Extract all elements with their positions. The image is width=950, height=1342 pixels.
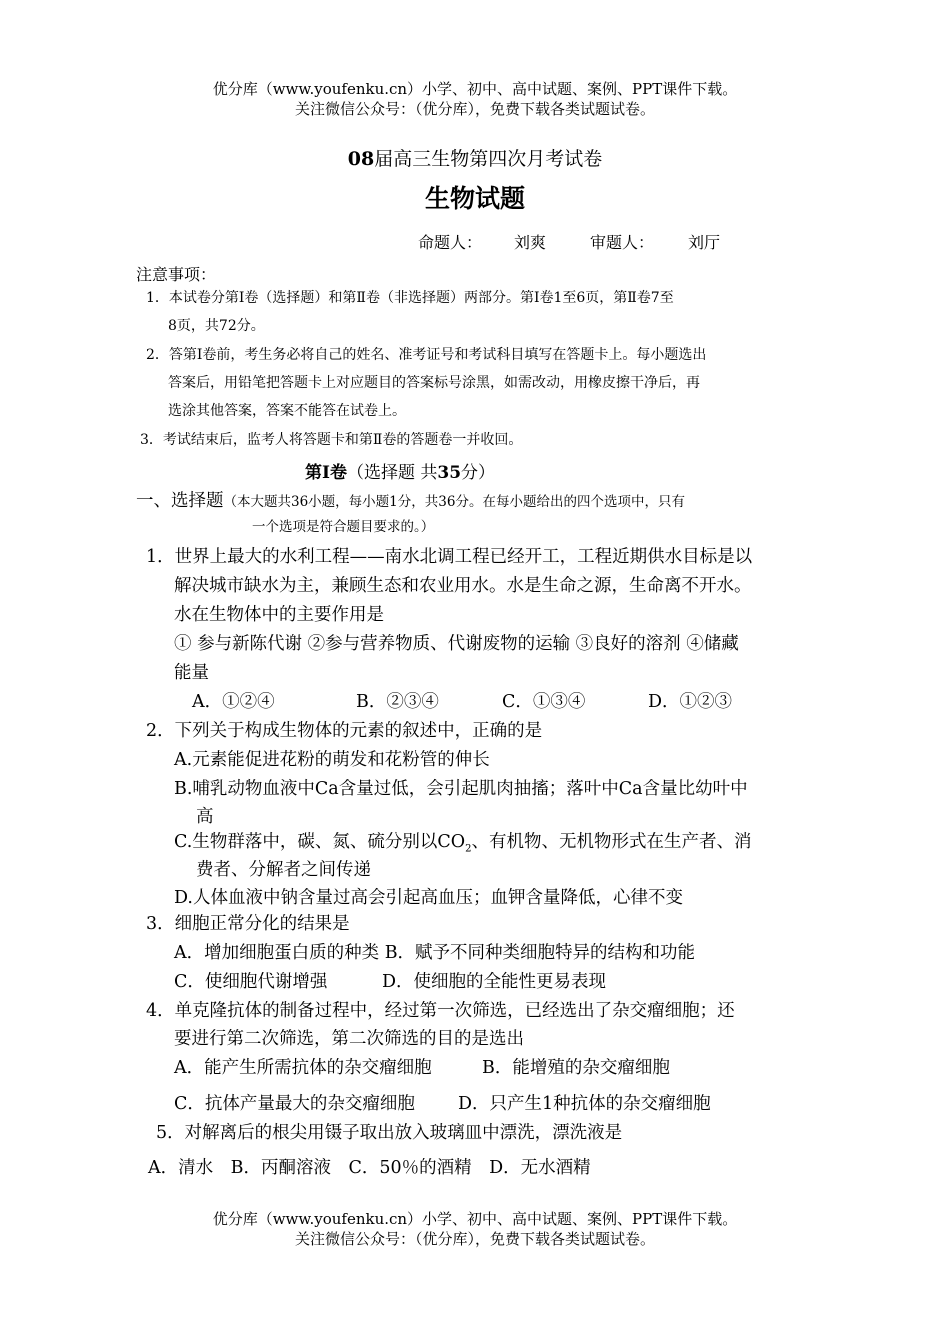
notice-item-2-line-1: 2．答第Ⅰ卷前，考生务必将自己的姓名、准考证号和考试科目填写在答题卡上。每小题选出 [146, 347, 707, 363]
q2-option-c-post: 、有机物、无机物形式在生产者、消 [471, 832, 752, 852]
q2-option-a: A.元素能促进花粉的萌发和花粉管的伸长 [174, 750, 490, 770]
notice-heading: 注意事项： [136, 265, 217, 284]
q1-line-5: 能量 [174, 663, 209, 683]
q3-option-ab: A．增加细胞蛋白质的种类 B．赋予不同种类细胞特异的结构和功能 [174, 943, 696, 963]
q2-option-c-line-1 [174, 828, 751, 855]
part-desc-line-2: 一个选项是符合题目要求的。） [252, 519, 435, 535]
section-title-rest: （选择题 共 [346, 463, 438, 483]
exam-title [0, 144, 950, 171]
q3-option-d: D．使细胞的全能性更易表现 [382, 972, 607, 992]
exam-title-main: 届高三生物第四次月考试卷 [374, 148, 603, 170]
q1-line-3: 水在生物体中的主要作用是 [174, 605, 384, 625]
reviewer-name: 刘厅 [688, 233, 721, 252]
q4-option-d: D．只产生1种抗体的杂交瘤细胞 [458, 1094, 711, 1114]
q1-line-1: 1．世界上最大的水利工程——南水北调工程已经开工，工程近期供水目标是以 [146, 547, 753, 567]
q4-option-c: C．抗体产量最大的杂交瘤细胞 [174, 1094, 415, 1114]
q4-line-1: 4．单克隆抗体的制备过程中，经过第一次筛选，已经选出了杂交瘤细胞；还 [146, 1001, 735, 1021]
notice-item-1-line-2: 8页，共72分。 [168, 318, 265, 334]
q4-line-2: 要进行第二次筛选，第二次筛选的目的是选出 [174, 1029, 524, 1049]
q1-line-2: 解决城市缺水为主，兼顾生态和农业用水。水是生命之源，生命离不开水。 [174, 576, 752, 596]
q2-option-c-line-2: 费者、分解者之间传递 [196, 860, 371, 880]
part-heading [136, 487, 685, 512]
notice-item-2-line-3: 选涂其他答案，答案不能答在试卷上。 [168, 403, 406, 419]
notice-item-1-line-1: 1．本试卷分第Ⅰ卷（选择题）和第Ⅱ卷（非选择题）两部分。第Ⅰ卷1至6页，第Ⅱ卷7至 [146, 290, 674, 306]
section-title-end: 分） [461, 463, 496, 483]
section-title [305, 458, 495, 483]
q1-option-d: D．①②③ [648, 692, 733, 712]
section-title-bold: 第Ⅰ卷 [305, 463, 347, 483]
notice-item-3: 3．考试结束后，监考人将答题卡和第Ⅱ卷的答题卷一并收回。 [140, 432, 523, 448]
q1-option-b: B．②③④ [356, 692, 439, 712]
reviewer-label: 审题人： [590, 233, 655, 252]
footer-line-1: 优分库（www.youfenku.cn）小学、初中、高中试题、案例、PPT课件下载。 [212, 1210, 738, 1228]
setter-label: 命题人： [418, 233, 483, 252]
q2-option-b-line-2: 高 [196, 807, 214, 827]
header-line-1: 优分库（www.youfenku.cn）小学、初中、高中试题、案例、PPT课件下载。 [212, 80, 738, 98]
exam-title-prefix: 08 [347, 148, 375, 170]
q4-option-a: A．能产生所需抗体的杂交瘤细胞 [174, 1058, 432, 1078]
q5-stem: 5．对解离后的根尖用镊子取出放入玻璃皿中漂洗，漂洗液是 [156, 1123, 623, 1143]
part-desc-line-1: （本大题共36小题，每小题1分，共36分。在每小题给出的四个选项中，只有 [223, 494, 685, 510]
setter-name: 刘爽 [514, 233, 547, 252]
part-label: 一、选择题 [136, 491, 224, 511]
q1-line-4: ① 参与新陈代谢 ②参与营养物质、代谢废物的运输 ③良好的溶剂 ④储藏 [174, 634, 739, 654]
notice-item-2-line-2: 答案后，用铅笔把答题卡上对应题目的答案标号涂黑，如需改动，用橡皮擦干净后，再 [168, 375, 700, 391]
q2-option-c-sub: 2 [465, 843, 472, 855]
q3-stem: 3．细胞正常分化的结果是 [146, 914, 350, 934]
q2-option-d: D.人体血液中钠含量过高会引起高血压；血钾含量降低，心律不变 [174, 888, 683, 908]
q2-option-c-pre: C.生物群落中，碳、氮、硫分别以CO [174, 832, 466, 852]
q5-options: A．清水 B．丙酮溶液 C．50％的酒精 D．无水酒精 [148, 1158, 591, 1178]
footer-line-2: 关注微信公众号：（优分库），免费下载各类试题试卷。 [294, 1230, 655, 1248]
exam-subtitle: 生物试题 [424, 184, 525, 213]
q3-option-c: C．使细胞代谢增强 [174, 972, 328, 992]
q1-option-a: A．①②④ [192, 692, 275, 712]
q2-stem: 2．下列关于构成生物体的元素的叙述中，正确的是 [146, 721, 543, 741]
q1-option-c: C．①③④ [502, 692, 586, 712]
header-line-2: 关注微信公众号：（优分库），免费下载各类试题试卷。 [294, 100, 655, 118]
q4-option-b: B．能增殖的杂交瘤细胞 [482, 1058, 670, 1078]
section-title-score: 35 [437, 463, 462, 483]
q2-option-b-line-1: B.哺乳动物血液中Ca含量过低，会引起肌肉抽搐；落叶中Ca含量比幼叶中 [174, 779, 748, 799]
